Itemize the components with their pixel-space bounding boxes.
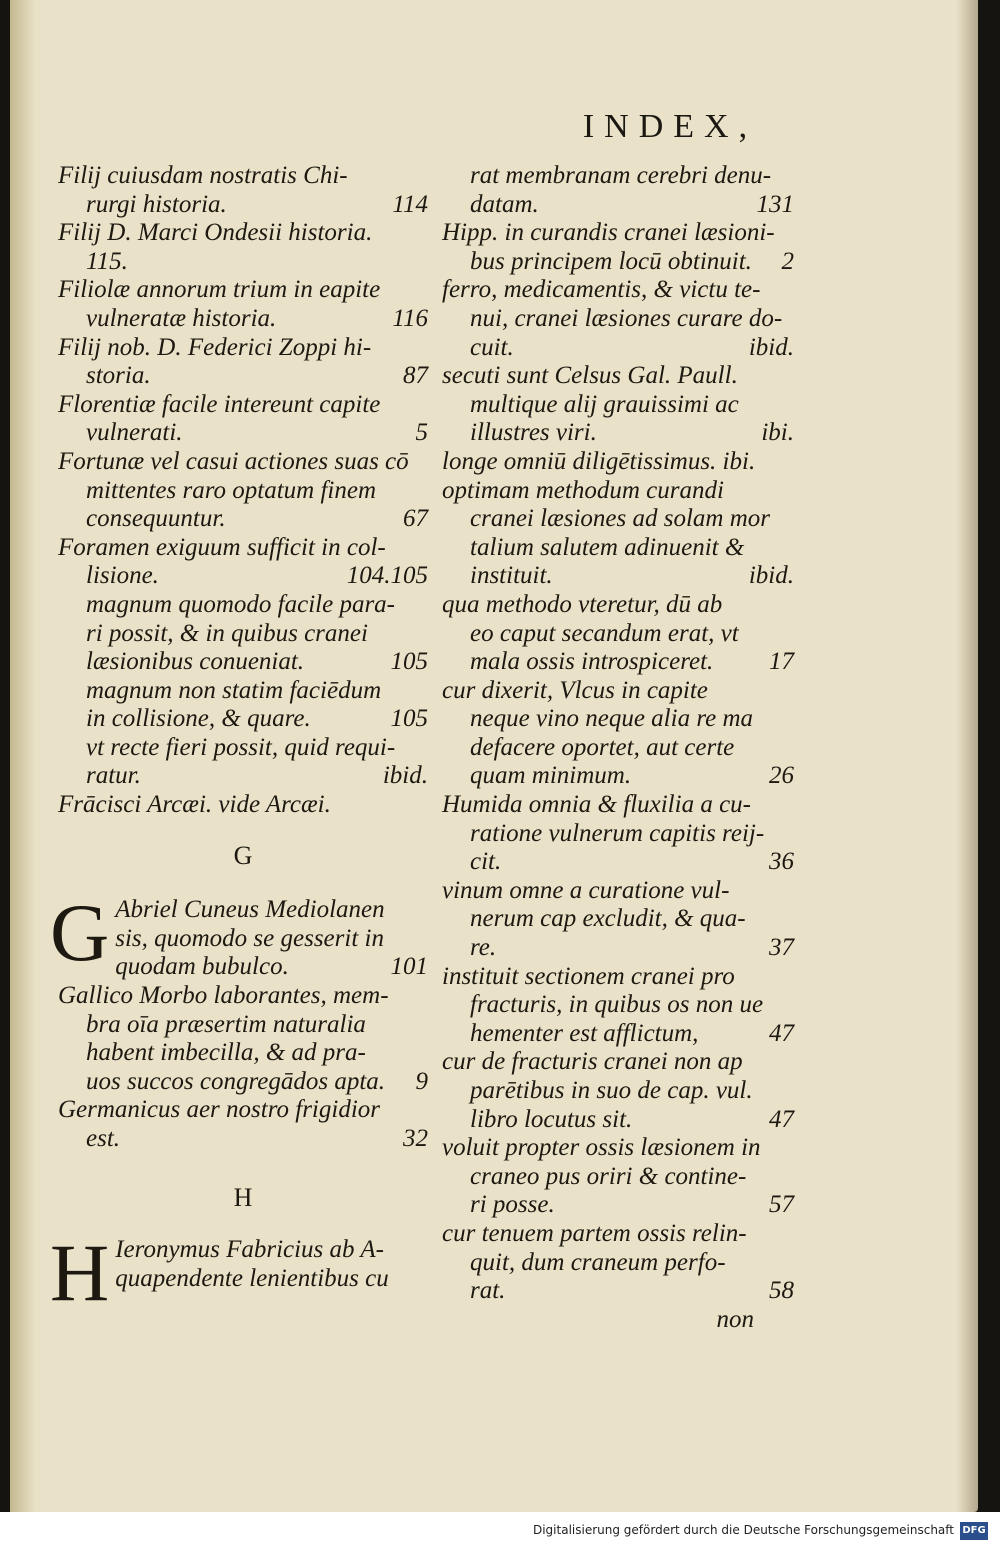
index-text: uos succos congregādos apta. (86, 1067, 386, 1095)
index-line (58, 534, 428, 563)
index-line (58, 925, 428, 954)
index-line (442, 448, 794, 477)
index-line (442, 991, 794, 1020)
index-text: Filij cuiusdam nostratis Chi- (58, 162, 348, 189)
index-line (58, 448, 428, 477)
index-text: storia. (86, 362, 151, 390)
index-line (442, 477, 794, 506)
index-text: eo caput secandum erat, vt (470, 619, 739, 647)
index-line (58, 162, 428, 191)
index-text: instituit. (470, 562, 553, 590)
index-line (58, 982, 428, 1011)
index-line (442, 276, 794, 305)
index-line (442, 219, 794, 248)
page-reference: 17 (769, 648, 794, 676)
index-text: ratione vulnerum capitis reij- (470, 819, 765, 847)
index-line (442, 191, 794, 220)
index-line (442, 877, 794, 906)
footer-credit: Digitalisierung gefördert durch die Deutsche Forschungsgemeinschaft (532, 1523, 954, 1537)
index-text: læsionibus conueniat. (86, 648, 305, 676)
section-g-entries (50, 887, 428, 1153)
index-line (442, 1220, 794, 1249)
index-line (442, 562, 794, 591)
index-line (442, 734, 794, 763)
index-text: mala ossis introspiceret. (470, 648, 714, 676)
index-line (58, 1096, 428, 1125)
index-text: Filij nob. D. Federici Zoppi hi- (58, 333, 372, 361)
index-line (58, 677, 428, 706)
page-reference: 37 (769, 934, 794, 962)
index-text: vinum omne a curatione vul- (442, 876, 730, 904)
index-line (58, 1068, 428, 1097)
index-text: longe omniū diligētissimus. ibi. (442, 447, 756, 475)
right-column (442, 162, 794, 1334)
index-line (58, 1011, 428, 1040)
page-reference: 87 (403, 362, 428, 390)
drop-cap-h: H (50, 1227, 110, 1319)
index-text: fracturis, in quibus os non ue (470, 991, 764, 1019)
index-text: multique alij grauissimi ac (470, 390, 739, 418)
index-text: cit. (470, 848, 502, 876)
index-text: talium salutem adinuenit & (470, 533, 745, 561)
index-text: nui, cranei læsiones curare do- (470, 304, 783, 332)
index-line (442, 505, 794, 534)
index-line (58, 191, 428, 220)
index-text: magnum quomodo facile para- (86, 590, 395, 618)
index-line (442, 534, 794, 563)
page-reference: 36 (769, 848, 794, 876)
index-text: quodam bubulco. (115, 953, 289, 981)
page-reference: 114 (392, 190, 428, 218)
index-line (442, 620, 794, 649)
index-line (58, 705, 428, 734)
index-line (58, 477, 428, 506)
index-text: qua methodo vteretur, dū ab (442, 590, 723, 618)
index-text: vulneratæ historia. (86, 304, 277, 332)
index-line (58, 1125, 428, 1154)
index-text: Ieronymus Fabricius ab A- (115, 1236, 384, 1264)
index-line (442, 1106, 794, 1135)
index-text: parētibus in suo de cap. vul. (470, 1077, 753, 1104)
page-reference: 67 (403, 505, 428, 533)
footer-bar (0, 1512, 1000, 1551)
index-line (58, 562, 428, 591)
index-text: illustres viri. (470, 419, 597, 447)
page-reference: 116 (392, 304, 428, 332)
index-line (442, 419, 794, 448)
index-line (442, 791, 794, 820)
index-text: consequuntur. (86, 505, 226, 533)
index-text: quit, dum craneum perfo- (470, 1248, 726, 1276)
index-line (442, 934, 794, 963)
index-line (442, 1277, 794, 1306)
index-line (58, 591, 428, 620)
index-text: cranei læsiones ad solam mor (470, 505, 770, 533)
index-line (442, 848, 794, 877)
index-line (442, 334, 794, 363)
index-text: sis, quomodo se gesserit in (115, 924, 384, 952)
index-line (442, 1077, 794, 1106)
index-text: bra oīa præsertim naturalia (86, 1010, 366, 1038)
section-heading-g: G (233, 840, 253, 870)
page-reference: 26 (769, 762, 794, 790)
index-line (58, 391, 428, 420)
index-line (58, 334, 428, 363)
index-line (442, 905, 794, 934)
index-text: bus principem locū obtinuit. (470, 247, 752, 275)
index-text: Foramen exiguum sufficit in col- (58, 533, 386, 561)
index-text: quam minimum. (470, 762, 632, 790)
index-line (442, 162, 794, 191)
index-line (58, 734, 428, 763)
index-line (58, 362, 428, 391)
page-reference: 47 (769, 1105, 794, 1133)
index-text: rat membranam cerebri denu- (470, 162, 772, 189)
index-text: re. (470, 934, 497, 962)
index-text: instituit sectionem cranei pro (442, 962, 735, 990)
drop-cap-g: G (50, 887, 110, 979)
index-line (442, 248, 794, 277)
index-text: Humida omnia & fluxilia a cu- (442, 791, 751, 819)
index-text: ferro, medicamentis, & victu te- (442, 276, 761, 304)
index-line (442, 591, 794, 620)
index-line (58, 648, 428, 677)
index-line (442, 362, 794, 391)
page-reference: 57 (769, 1191, 794, 1219)
index-text: ratur. (86, 762, 141, 790)
index-text: vulnerati. (86, 419, 183, 447)
page-reference: 105 (390, 648, 428, 676)
index-line (58, 1236, 428, 1265)
index-line (58, 305, 428, 334)
page-reference: ibi. (761, 419, 794, 447)
index-text: cuit. (470, 333, 514, 361)
index-text: mittentes raro optatum finem (86, 476, 377, 504)
index-text: cur tenuem partem ossis relin- (442, 1219, 747, 1247)
left-column (50, 162, 428, 1319)
index-line (58, 762, 428, 791)
index-text: est. (86, 1125, 121, 1152)
section-f-entries (58, 162, 428, 820)
page-spine-shadow (10, 0, 36, 1512)
index-line (58, 1265, 428, 1294)
index-text: Gallico Morbo laborantes, mem- (58, 982, 389, 1010)
index-text: secuti sunt Celsus Gal. Paull. (442, 362, 738, 390)
index-text: nerum cap excludit, & qua- (470, 905, 746, 933)
index-text: rat. (470, 1277, 506, 1305)
running-header: INDEX, (582, 108, 758, 145)
page-reference: 104.105 (346, 562, 428, 590)
index-line (58, 1039, 428, 1068)
index-line (442, 1163, 794, 1192)
index-line (442, 820, 794, 849)
index-text: Hipp. in curandis cranei læsioni- (442, 219, 775, 247)
index-text: hementer est afflictum, (470, 1019, 699, 1047)
index-line (442, 648, 794, 677)
index-text: Fortunæ vel casui actiones suas cō (58, 447, 409, 475)
index-text: quapendente lenientibus cu (115, 1264, 389, 1292)
index-line (58, 276, 428, 305)
index-text: ri posse. (470, 1191, 555, 1219)
index-text: rurgi historia. (86, 190, 227, 218)
index-line (442, 963, 794, 992)
index-text: cur de fracturis cranei non ap (442, 1048, 743, 1076)
page-reference: 5 (415, 419, 428, 447)
index-text: craneo pus oriri & contine- (470, 1162, 747, 1190)
dfg-logo: DFG (960, 1522, 988, 1540)
page-reference: ibid. (748, 333, 794, 361)
section-heading-h: H (233, 1182, 253, 1212)
index-text: voluit propter ossis læsionem in (442, 1134, 761, 1162)
index-text: Filiolæ annorum trium in eapite (58, 276, 381, 304)
page-reference: 47 (769, 1019, 794, 1047)
index-text: magnum non statim faciēdum (86, 676, 382, 704)
index-text: habent imbecilla, & ad pra- (86, 1039, 366, 1067)
index-text: Frācisci Arcæi. vide Arcæi. (58, 791, 331, 819)
page-reference: ibid. (382, 762, 428, 790)
index-line (58, 219, 428, 248)
page-reference: 58 (769, 1277, 794, 1305)
page-reference: 105 (390, 705, 428, 733)
page-reference: 131 (756, 190, 794, 218)
index-line (442, 1020, 794, 1049)
index-line (442, 1048, 794, 1077)
index-line (442, 1134, 794, 1163)
index-line (58, 791, 428, 820)
index-line (58, 953, 428, 982)
index-text: Filij D. Marci Ondesii historia. (58, 219, 373, 247)
index-line (442, 391, 794, 420)
page-reference: 101 (390, 953, 428, 981)
index-text: optimam methodum curandi (442, 476, 724, 504)
index-text: datam. (470, 190, 539, 218)
index-line (442, 705, 794, 734)
index-line (58, 896, 428, 925)
index-text: libro locutus sit. (470, 1105, 633, 1133)
right-entries (442, 162, 794, 1306)
index-text: in collisione, & quare. (86, 705, 311, 733)
index-line (442, 305, 794, 334)
index-text: defacere oportet, aut certe (470, 733, 735, 761)
index-text: Germanicus aer nostro frigidior (58, 1096, 380, 1124)
index-line (442, 1191, 794, 1220)
page-reference: 32 (403, 1125, 428, 1152)
index-line (58, 620, 428, 649)
index-line (58, 419, 428, 448)
catchword: non (716, 1305, 754, 1333)
index-text: ri possit, & in quibus cranei (86, 619, 368, 647)
page-reference: ibid. (748, 562, 794, 590)
index-text: cur dixerit, Vlcus in capite (442, 676, 708, 704)
index-line (58, 505, 428, 534)
index-text: neque vino neque alia re ma (470, 705, 754, 733)
section-h-entries (50, 1227, 428, 1319)
index-line (58, 248, 428, 277)
index-text: 115. (86, 247, 128, 275)
index-text: Florentiæ facile intereunt capite (58, 390, 381, 418)
index-text: lisione. (86, 562, 159, 590)
page-reference: 9 (415, 1067, 428, 1095)
index-text: Abriel Cuneus Mediolanen (115, 896, 385, 924)
index-line (442, 677, 794, 706)
index-text: vt recte fieri possit, quid requi- (86, 733, 396, 761)
page-reference: 2 (781, 247, 794, 275)
index-line (442, 1249, 794, 1278)
index-line (442, 762, 794, 791)
